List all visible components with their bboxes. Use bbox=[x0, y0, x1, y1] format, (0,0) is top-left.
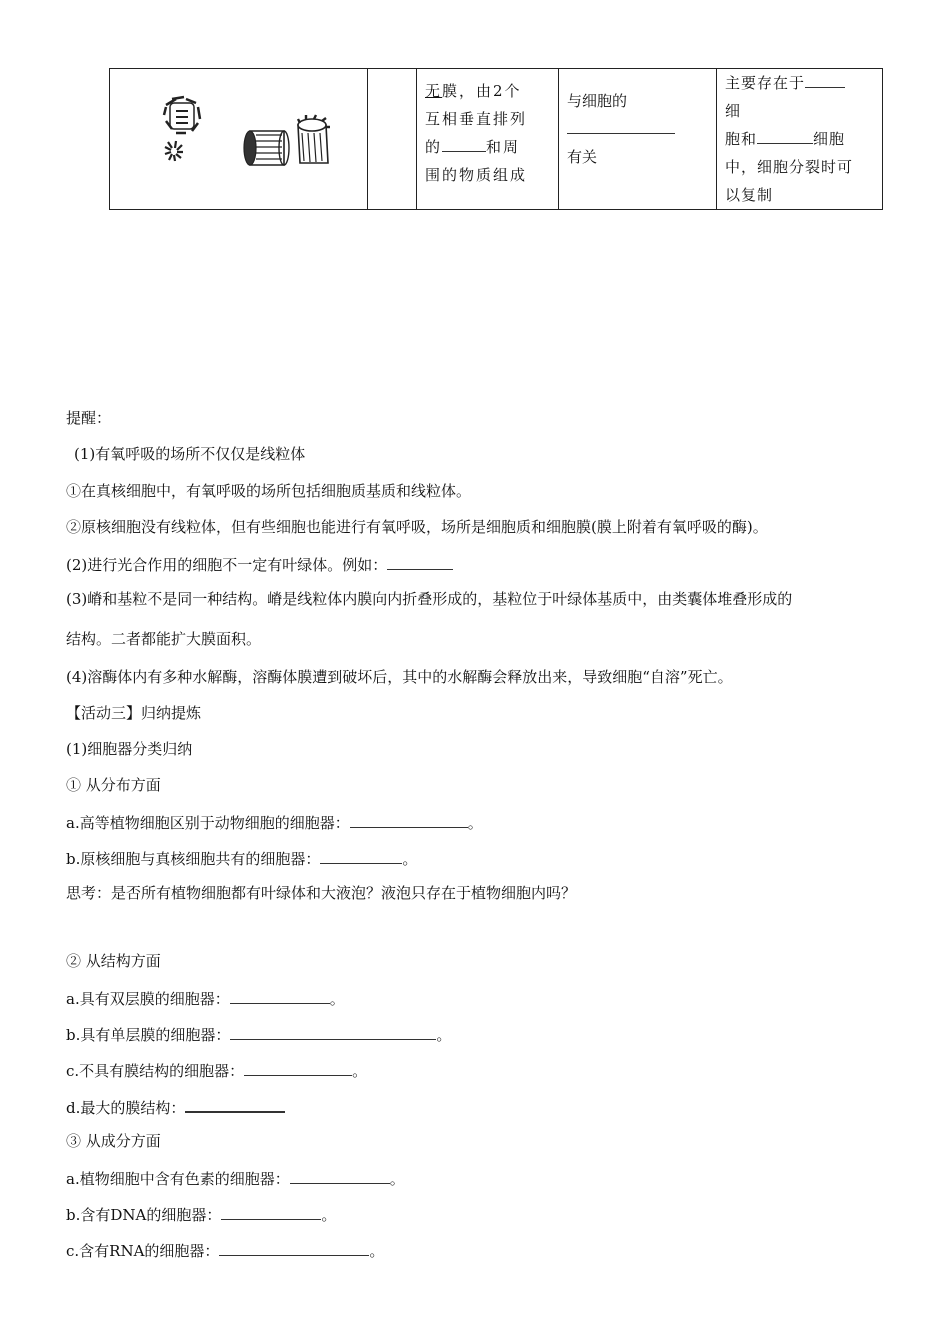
question-text: c.含有RNA的细胞器： bbox=[66, 1242, 220, 1260]
composition-item-c bbox=[66, 1239, 384, 1261]
reminder-item-2-text: (2)进行光合作用的细胞不一定有叶绿体。例如： bbox=[66, 556, 388, 574]
distribution-item-b bbox=[66, 847, 417, 869]
structure-text: 围的物质组成 bbox=[425, 166, 528, 184]
period: 。 bbox=[352, 1062, 368, 1080]
question-text: b.具有单层膜的细胞器： bbox=[66, 1026, 231, 1044]
answer-blank[interactable] bbox=[230, 987, 330, 1004]
location-text: 胞和 bbox=[725, 130, 758, 148]
reminder-item-4: (4)溶酶体内有多种水解酶，溶酶体膜遭到破坏后，其中的水解酶会释放出来，导致细胞“自溶”死亡。 bbox=[66, 668, 733, 686]
centrosome-illustration bbox=[110, 69, 367, 209]
question-text: a.植物细胞中含有色素的细胞器： bbox=[66, 1170, 290, 1188]
answer-blank[interactable] bbox=[244, 1059, 352, 1076]
centrosome-illustration-cell bbox=[110, 69, 368, 210]
function-cell bbox=[559, 69, 717, 210]
composition-heading: ③ 从成分方面 bbox=[66, 1132, 161, 1150]
answer-blank[interactable] bbox=[387, 553, 453, 570]
period: 。 bbox=[321, 1206, 337, 1224]
reminder-item-3-line1: (3)嵴和基粒不是同一种结构。嵴是线粒体内膜向内折叠形成的，基粒位于叶绿体基质中，由类囊体堆叠形成的 bbox=[66, 590, 793, 608]
period: 。 bbox=[436, 1026, 452, 1044]
location-text: 细胞 bbox=[813, 130, 846, 148]
answer-blank[interactable] bbox=[757, 127, 813, 144]
structure-text: 膜，由2个 bbox=[442, 82, 522, 100]
reminder-title: 提醒： bbox=[66, 409, 112, 427]
composition-item-a bbox=[66, 1167, 405, 1189]
location-cell bbox=[717, 69, 883, 210]
structure-item-d bbox=[66, 1095, 285, 1118]
location-text: 中，细胞分裂时可 bbox=[725, 158, 854, 176]
reminder-item-1: (1)有氧呼吸的场所不仅仅是线粒体 bbox=[74, 445, 306, 463]
function-text: 与细胞的 bbox=[567, 92, 628, 110]
structure-text: 和周 bbox=[486, 138, 521, 156]
structure-cell bbox=[417, 69, 559, 210]
distribution-heading: ① 从分布方面 bbox=[66, 776, 161, 794]
period: 。 bbox=[467, 814, 483, 832]
question-text: a.高等植物细胞区别于动物细胞的细胞器： bbox=[66, 814, 350, 832]
answer-blank[interactable] bbox=[219, 1239, 369, 1256]
answer-blank[interactable] bbox=[230, 1023, 436, 1040]
answer-blank[interactable] bbox=[185, 1095, 285, 1113]
location-text: 主要存在于 bbox=[725, 74, 806, 92]
function-text: 有关 bbox=[567, 148, 598, 166]
period: 。 bbox=[369, 1242, 385, 1260]
reminder-item-3-line2: 结构。二者都能扩大膜面积。 bbox=[66, 630, 262, 648]
answer-blank[interactable] bbox=[805, 71, 845, 88]
organelle-name-cell bbox=[368, 69, 417, 210]
structure-text: 互相垂直排列 bbox=[425, 110, 528, 128]
structure-item-a bbox=[66, 987, 345, 1009]
question-text: a.具有双层膜的细胞器： bbox=[66, 990, 230, 1008]
reminder-item-2 bbox=[66, 553, 453, 575]
reminder-item-1b: ②原核细胞没有线粒体，但有些细胞也能进行有氧呼吸，场所是细胞质和细胞膜(膜上附着有氧呼吸的酶)。 bbox=[66, 518, 768, 536]
period: 。 bbox=[402, 850, 418, 868]
question-text: c.不具有膜结构的细胞器： bbox=[66, 1062, 245, 1080]
structure-item-c bbox=[66, 1059, 367, 1081]
table-row bbox=[110, 69, 883, 210]
answer-blank[interactable] bbox=[320, 847, 402, 864]
structure-text: 的 bbox=[425, 138, 443, 156]
question-text: d.最大的膜结构： bbox=[66, 1099, 186, 1117]
answer-blank[interactable] bbox=[567, 117, 675, 134]
answer-blank[interactable] bbox=[221, 1203, 321, 1220]
question-text: b.原核细胞与真核细胞共有的细胞器： bbox=[66, 850, 321, 868]
period: 。 bbox=[329, 990, 345, 1008]
location-text: 细 bbox=[725, 102, 742, 120]
composition-item-b bbox=[66, 1203, 336, 1225]
activity-section-1: (1)细胞器分类归纳 bbox=[66, 740, 193, 758]
think-question: 思考：是否所有植物细胞都有叶绿体和大液泡？液泡只存在于植物细胞内吗？ bbox=[66, 884, 577, 902]
structure-item-b bbox=[66, 1023, 451, 1045]
reminder-item-1a: ①在真核细胞中，有氧呼吸的场所包括细胞质基质和线粒体。 bbox=[66, 482, 472, 500]
distribution-item-a bbox=[66, 811, 483, 833]
answer-blank[interactable] bbox=[350, 811, 468, 828]
period: 。 bbox=[389, 1170, 405, 1188]
centrosome-table bbox=[109, 68, 883, 210]
activity-title: 【活动三】归纳提炼 bbox=[66, 704, 202, 722]
no-membrane-emphasis: 无 bbox=[425, 82, 443, 100]
structure-heading: ② 从结构方面 bbox=[66, 952, 161, 970]
answer-blank[interactable] bbox=[442, 135, 486, 152]
question-text: b.含有DNA的细胞器： bbox=[66, 1206, 222, 1224]
location-text: 以复制 bbox=[725, 186, 774, 204]
answer-blank[interactable] bbox=[290, 1167, 390, 1184]
